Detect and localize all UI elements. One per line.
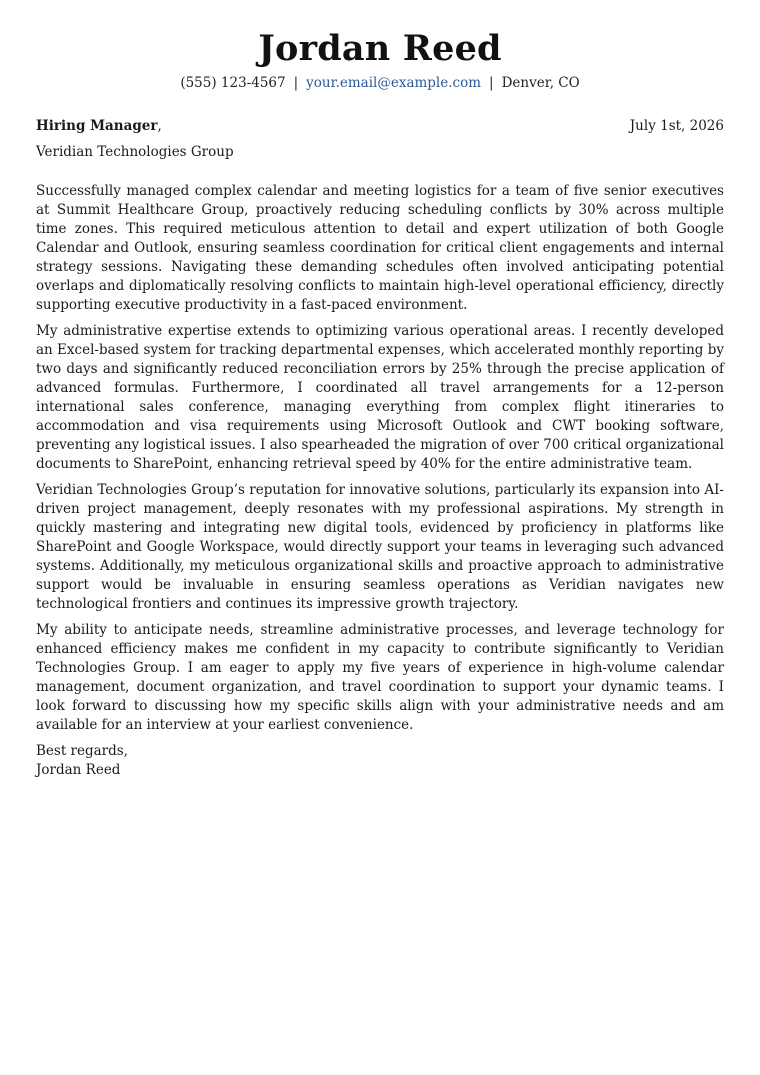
body-paragraph: Successfully managed complex calendar and meeting logistics for a team of five senior executives at Summit Healthcare Group, proactively reducing scheduling conflicts by 30% across multiple time zones. This required meticulous attention to detail and expert utilization of both Google Calendar and Outlook, ensuring seamless coordination for critical client engagements and internal strategy sessions. Navigating these demanding schedules often involved anticipating potential overlaps and diplomatically resolving conflicts to maintain high-level operational efficiency, directly supporting executive productivity in a fast-paced environment.: [36, 183, 724, 313]
body-paragraph: My ability to anticipate needs, streamline administrative processes, and leverage technology for enhanced efficiency makes me confident in my capacity to contribute significantly to Veridian Technologies Group. I am eager to apply my five years of experience in high-volume calendar management, document organization, and travel coordination to support your dynamic teams. I look forward to discussing how my specific skills align with your administrative needs and am available for an interview at your earliest convenience.: [36, 622, 724, 733]
letter-closing: [36, 742, 724, 780]
contact-separator: |: [489, 75, 494, 91]
recipient-row: [36, 117, 724, 136]
recipient-title-suffix: ,: [157, 118, 162, 134]
signature: Jordan Reed: [36, 762, 121, 778]
valediction: Best regards,: [36, 743, 129, 759]
phone-number: (555) 123-4567: [180, 75, 286, 91]
contact-line: [36, 73, 724, 93]
letter-body: [36, 182, 724, 735]
applicant-name: Jordan Reed: [258, 28, 502, 69]
location: Denver, CO: [501, 75, 580, 91]
contact-separator: |: [293, 75, 299, 91]
salutation: [36, 117, 162, 136]
body-paragraph: My administrative expertise extends to optimizing various operational areas. I recently developed an Excel-based system for tracking departmental expenses, which accelerated monthly reporting by two days and significantly reduced reconciliation errors by 25% through the precise application of advanced formulas. Furthermore, I coordinated all travel arrangements for a 12-person international sales conference, managing everything from complex flight itineraries to accommodation and visa requirements using Microsoft Outlook and CWT booking software, preventing any logistical issues. I also spearheaded the migration of over 700 critical organizational documents to SharePoint, enhancing retrieval speed by 40% for the entire administrative team.: [36, 323, 724, 472]
recipient-title: Hiring Manager: [36, 118, 158, 134]
email-link[interactable]: your.email@example.com: [306, 75, 482, 91]
body-paragraph: Veridian Technologies Group’s reputation for innovative solutions, particularly its expansion into AI-driven project management, deeply resonates with my professional aspirations. My strength in quickly mastering and integrating new digital tools, evidenced by proficiency in platforms like SharePoint and Google Workspace, would directly support your teams in leveraging such advanced systems. Additionally, my meticulous organizational skills and proactive approach to administrative support would be invaluable in ensuring seamless operations as Veridian navigates new technological frontiers and continues its impressive growth trajectory.: [36, 482, 724, 612]
letter-date: July 1st, 2026: [629, 118, 724, 134]
recipient-company: Veridian Technologies Group: [36, 144, 234, 160]
